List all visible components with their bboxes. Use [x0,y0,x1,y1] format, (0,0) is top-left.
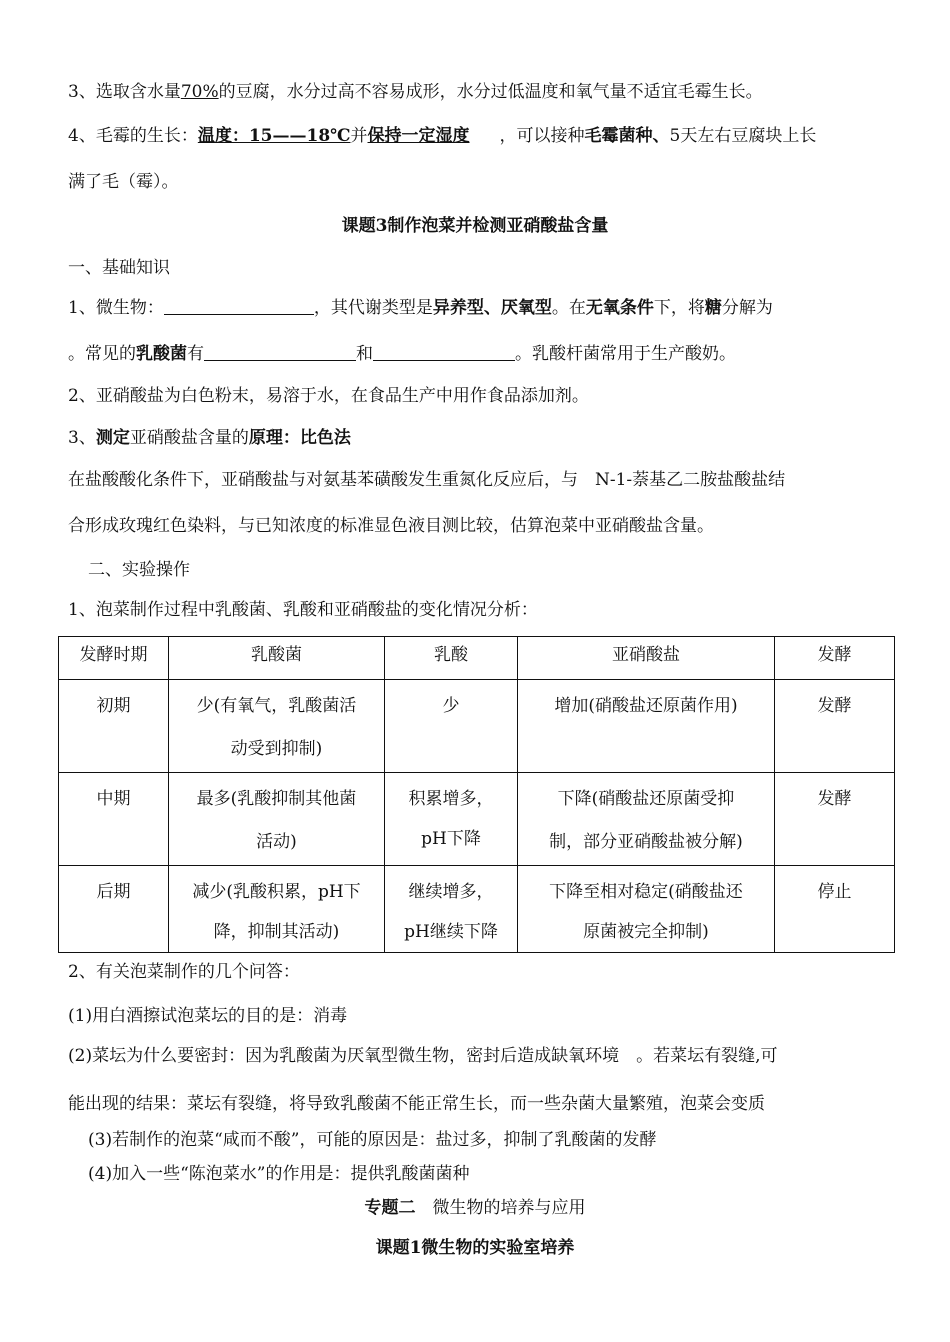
table-row [59,866,895,953]
cell-text-line: 最多(乳酸抑制其他菌 [196,789,357,809]
cell-text-line: 发酵 [817,696,852,716]
item-4-and: 并 [350,126,368,146]
basics-item-1-mid2: 。在 [551,298,586,318]
basics-item-1-end: 分解为 [721,298,773,318]
topic-2-label: 专题二 [364,1198,416,1218]
qa-item-3: (3)若制作的泡菜“咸而不酸”，可能的原因是：盐过多，抑制了乳酸菌的发酵 [88,1130,657,1150]
determination-word: 测定 [95,428,130,448]
table-cell [518,773,775,866]
topic-2-text: 微生物的培养与应用 [415,1198,586,1218]
cell-text-line: pH继续下降 [404,922,498,942]
item-4-tail: 5天左右豆腐块上长 [669,126,817,146]
cell-text-line: 动受到抑制) [230,739,323,759]
cell-text-line: 原菌被完全抑制) [583,922,709,942]
table-header-cell: 发酵时期 [59,637,169,680]
table-cell [518,866,775,953]
table-cell [518,680,775,773]
cell-text-line: 增加(硝酸盐还原菌作用) [554,696,738,716]
cell-text-line: 继续增多， [408,882,494,902]
basics-item-1-l2b: 有 [187,344,204,364]
metabolic-type: 异养型、厌氧型 [432,298,552,318]
basics-item-1-l2a: 。常见的 [68,344,136,364]
table-cell [775,866,895,953]
item-3 [68,80,763,104]
table-row [59,773,895,866]
item-4 [68,124,816,148]
cell-text-line: 降，抑制其活动) [213,922,340,942]
basics-item-1-line2 [68,342,736,366]
table-cell [59,866,169,953]
qa-item-4: (4)加入一些“陈泡菜水”的作用是：提供乳酸菌菌种 [88,1164,470,1184]
basics-item-3-mid: 亚硝酸盐含量的 [129,428,249,448]
basics-item-3 [68,426,351,450]
cell-text-line: pH下降 [421,829,481,849]
temperature-range: 温度：15——18℃ [197,126,351,146]
water-percent: 70% [180,82,219,102]
qa-intro: 2、有关泡菜制作的几个问答： [68,962,300,982]
basics-item-1-l2c: 和 [356,344,373,364]
item-4-mid: ，可以接种 [499,126,585,146]
period-label: 初期 [96,696,131,716]
section-experiment-heading: 二、实验操作 [88,560,190,580]
table-cell [775,773,895,866]
blank-lab-1 [204,342,356,361]
blank-microbe [164,296,314,315]
period-label: 中期 [96,789,131,809]
cell-text-line: 制，部分亚硝酸盐被分解) [549,832,743,852]
table-header-cell: 乳酸菌 [169,637,385,680]
cell-text-line: 下降至相对稳定(硝酸盐还 [549,882,743,902]
sugar-word: 糖 [704,298,722,318]
section-basics-heading: 一、基础知识 [68,258,170,278]
blank-lab-2 [373,342,515,361]
cell-text-line: 下降(硝酸盐还原菌受抑 [557,789,735,809]
cell-text-line: 减少(乳酸积累，pH下 [192,882,361,902]
table-cell [59,680,169,773]
table-cell [385,866,518,953]
basics-item-1-l2d: 。乳酸杆菌常用于生产酸奶。 [515,344,736,364]
mucor-strain: 毛霉菌种、 [584,126,670,146]
item-4-prefix: 4、毛霉的生长： [68,126,198,146]
basics-item-1-mid1: ，其代谢类型是 [313,298,433,318]
table-cell [59,773,169,866]
cell-text-line: 停止 [817,882,852,902]
fermentation-table [58,636,895,953]
table-cell [385,680,518,773]
table-row [59,680,895,773]
principle-paragraph-line2: 合形成玫瑰红色染料，与已知浓度的标准显色液目测比较，估算泡菜中亚硝酸盐含量。 [68,516,714,536]
table-cell [385,773,518,866]
cell-text-line: 少(有氧气，乳酸菌活 [196,696,357,716]
basics-item-1-mid3: 下，将 [653,298,705,318]
table-header-cell: 乳酸 [385,637,518,680]
table-cell [775,680,895,773]
principle-colorimetry: 原理：比色法 [248,428,351,448]
anaerobic-condition: 无氧条件 [585,298,654,318]
item-4-line2: 满了毛（霉）。 [68,172,179,192]
basics-item-2: 2、亚硝酸盐为白色粉末，易溶于水，在食品生产中用作食品添加剂。 [68,386,589,406]
qa-item-1: (1)用白酒擦试泡菜坛的目的是：消毒 [68,1006,348,1026]
period-label: 后期 [96,882,131,902]
table-header-cell: 亚硝酸盐 [518,637,775,680]
table-cell [169,680,385,773]
qa-item-2-line1: (2)菜坛为什么要密封：因为乳酸菌为厌氧型微生物，密封后造成缺氧环境 。若菜坛有裂缝,可 [68,1046,778,1066]
item-3-prefix: 3、选取含水量 [68,82,181,102]
lab-culture-title: 课题1微生物的实验室培养 [375,1238,575,1258]
table-cell [169,773,385,866]
principle-paragraph-line1: 在盐酸酸化条件下，亚硝酸盐与对氨基苯磺酸发生重氮化反应后，与 N-1-萘基乙二胺盐酸盐结 [68,470,786,490]
basics-item-3-prefix: 3、 [68,428,96,448]
basics-item-1-prefix: 1、微生物： [68,298,164,318]
table-cell [169,866,385,953]
basics-item-1 [68,296,773,320]
cell-text-line: 积累增多， [408,789,494,809]
table-header-cell: 发酵 [775,637,895,680]
table-header-row [59,637,895,680]
humidity-note: 保持一定湿度 [367,126,470,146]
lactic-acid-bacteria: 乳酸菌 [136,344,187,364]
cell-text-line: 少 [442,696,460,716]
table-intro: 1、泡菜制作过程中乳酸菌、乳酸和亚硝酸盐的变化情况分析： [68,600,538,620]
section-title-3: 课题3制作泡菜并检测亚硝酸盐含量 [341,216,609,236]
item-3-suffix: 的豆腐，水分过高不容易成形，水分过低温度和氧气量不适宜毛霉生长。 [218,82,763,102]
topic-2-heading [0,1196,950,1220]
qa-item-2-line2: 能出现的结果：菜坛有裂缝，将导致乳酸菌不能正常生长，而一些杂菌大量繁殖，泡菜会变质 [68,1094,765,1114]
cell-text-line: 发酵 [817,789,852,809]
cell-text-line: 活动) [256,832,297,852]
